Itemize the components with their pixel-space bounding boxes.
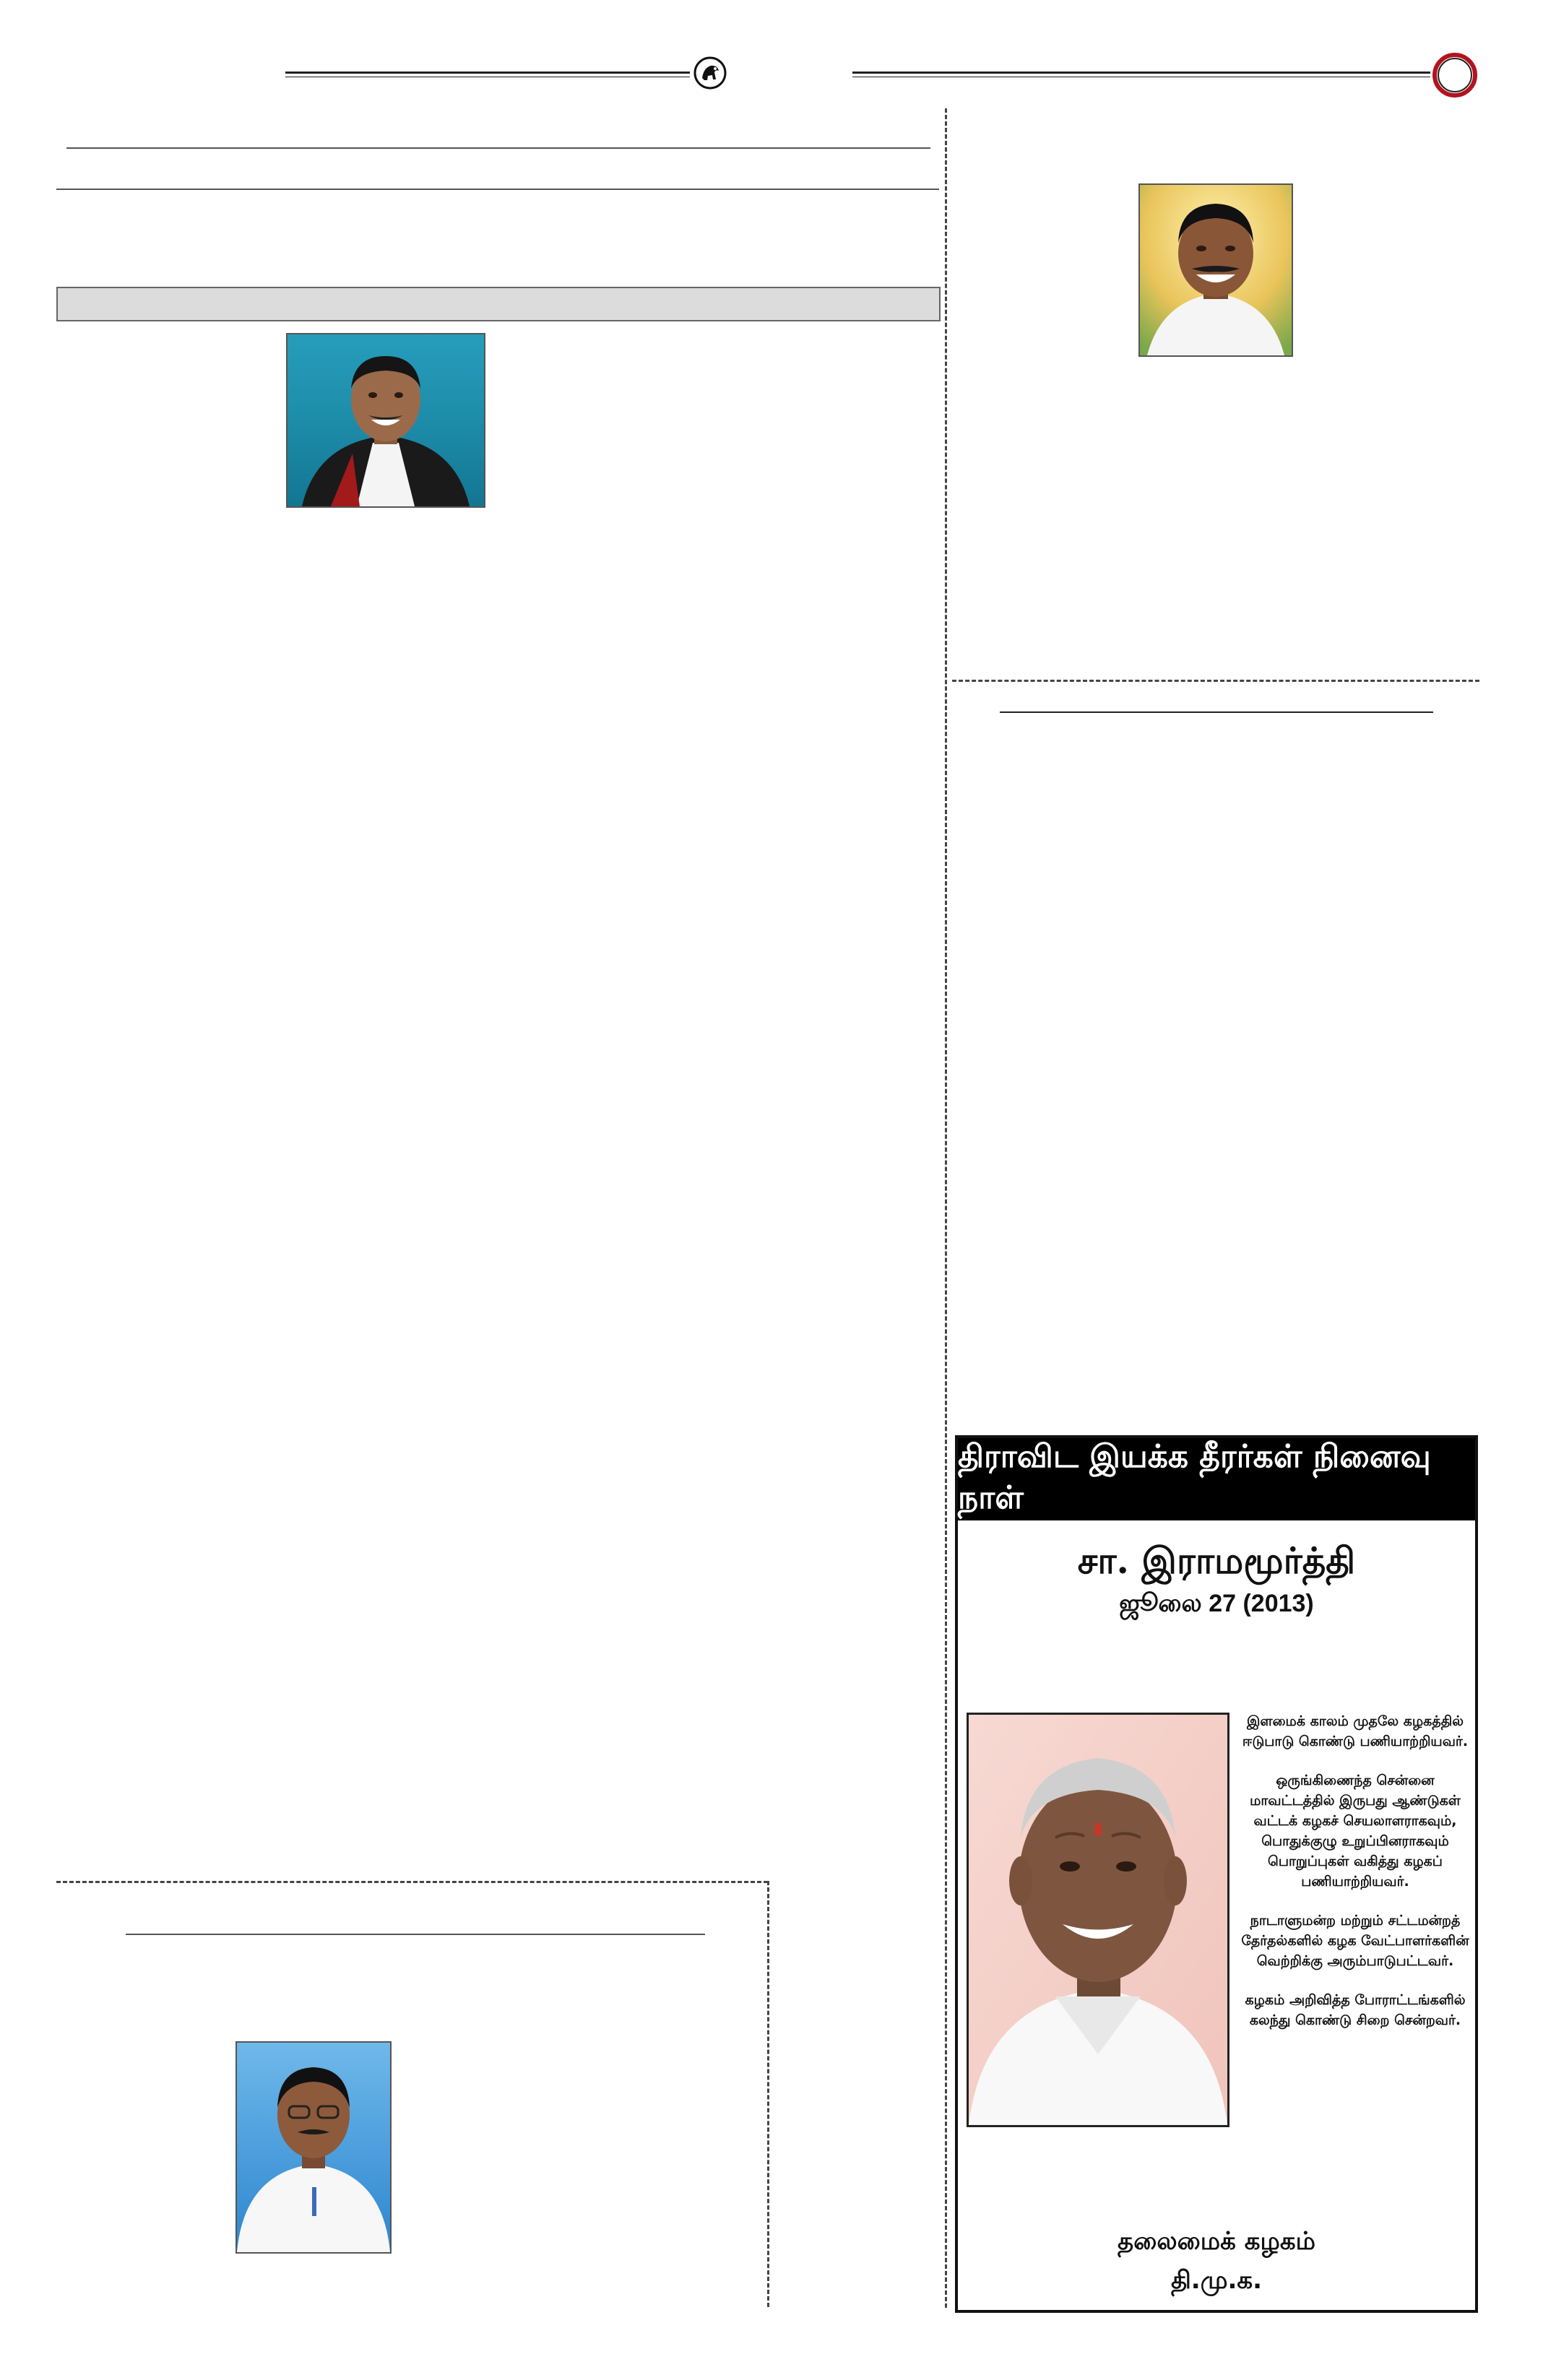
memorial-footer-line1: தலைமைக் கழகம் <box>1118 2227 1315 2256</box>
memorial-name: சா. இராமமூர்த்தி <box>1077 1539 1356 1582</box>
leader-portrait-right <box>1138 183 1293 357</box>
leader-portrait-center <box>286 333 485 508</box>
memorial-date: ஜூலை 27 (2013) <box>1119 1590 1314 1617</box>
header-rule-left <box>285 72 690 74</box>
section-banner-bar <box>56 287 941 321</box>
memorial-paragraph: கழகம் அறிவித்த போராட்டங்களில் கலந்து கொண்டு சிறை சென்றவர். <box>1245 1992 1466 2028</box>
memorial-paragraph: நாடாளுமன்ற மற்றும் சட்டமன்றத் தேர்தல்களில் கழக வேட்பாளர்களின் வெற்றிக்கு அரும்பாடுபட்டவர். <box>1241 1913 1469 1969</box>
bottom-title-rule <box>126 1934 705 1935</box>
column-divider-vertical <box>945 108 947 2308</box>
memorial-header: திராவிட இயக்க தீரர்கள் நினைவு நாள் <box>958 1438 1475 1520</box>
title-rule-bottom <box>56 189 939 190</box>
memorial-notice-box <box>955 1435 1478 2313</box>
page-number-circle <box>1432 52 1478 98</box>
memorial-description <box>1240 1711 1471 2049</box>
memorial-paragraph: இளமைக் காலம் முதலே கழகத்தில் ஈடுபாடு கொண்டு பணியாற்றியவர். <box>1242 1713 1469 1749</box>
memorial-paragraph: ஒருங்கிணைந்த சென்னை மாவட்டத்தில் இருபது ஆண்டுகள் வட்டக் கழகச் செயலாளராகவும், பொதுக்குழு உறுப்பினராகவும் பொறுப்புகள் வகித்து கழகப் பணியாற்றியவர். <box>1250 1773 1461 1890</box>
leader-portrait-bottom <box>235 2041 392 2254</box>
memorial-portrait <box>967 1713 1229 2127</box>
memorial-footer-line2: தி.மு.க. <box>1170 2266 1263 2295</box>
bottom-section-divider-right <box>767 1881 769 2307</box>
bottom-section-divider-top <box>56 1881 768 1883</box>
memorial-footer <box>958 2222 1475 2300</box>
header-rule-right <box>852 72 1430 74</box>
right-section-divider <box>952 680 1479 682</box>
right-title-rule <box>1000 711 1433 713</box>
party-emblem-icon <box>693 56 727 90</box>
title-rule-top <box>66 147 930 149</box>
